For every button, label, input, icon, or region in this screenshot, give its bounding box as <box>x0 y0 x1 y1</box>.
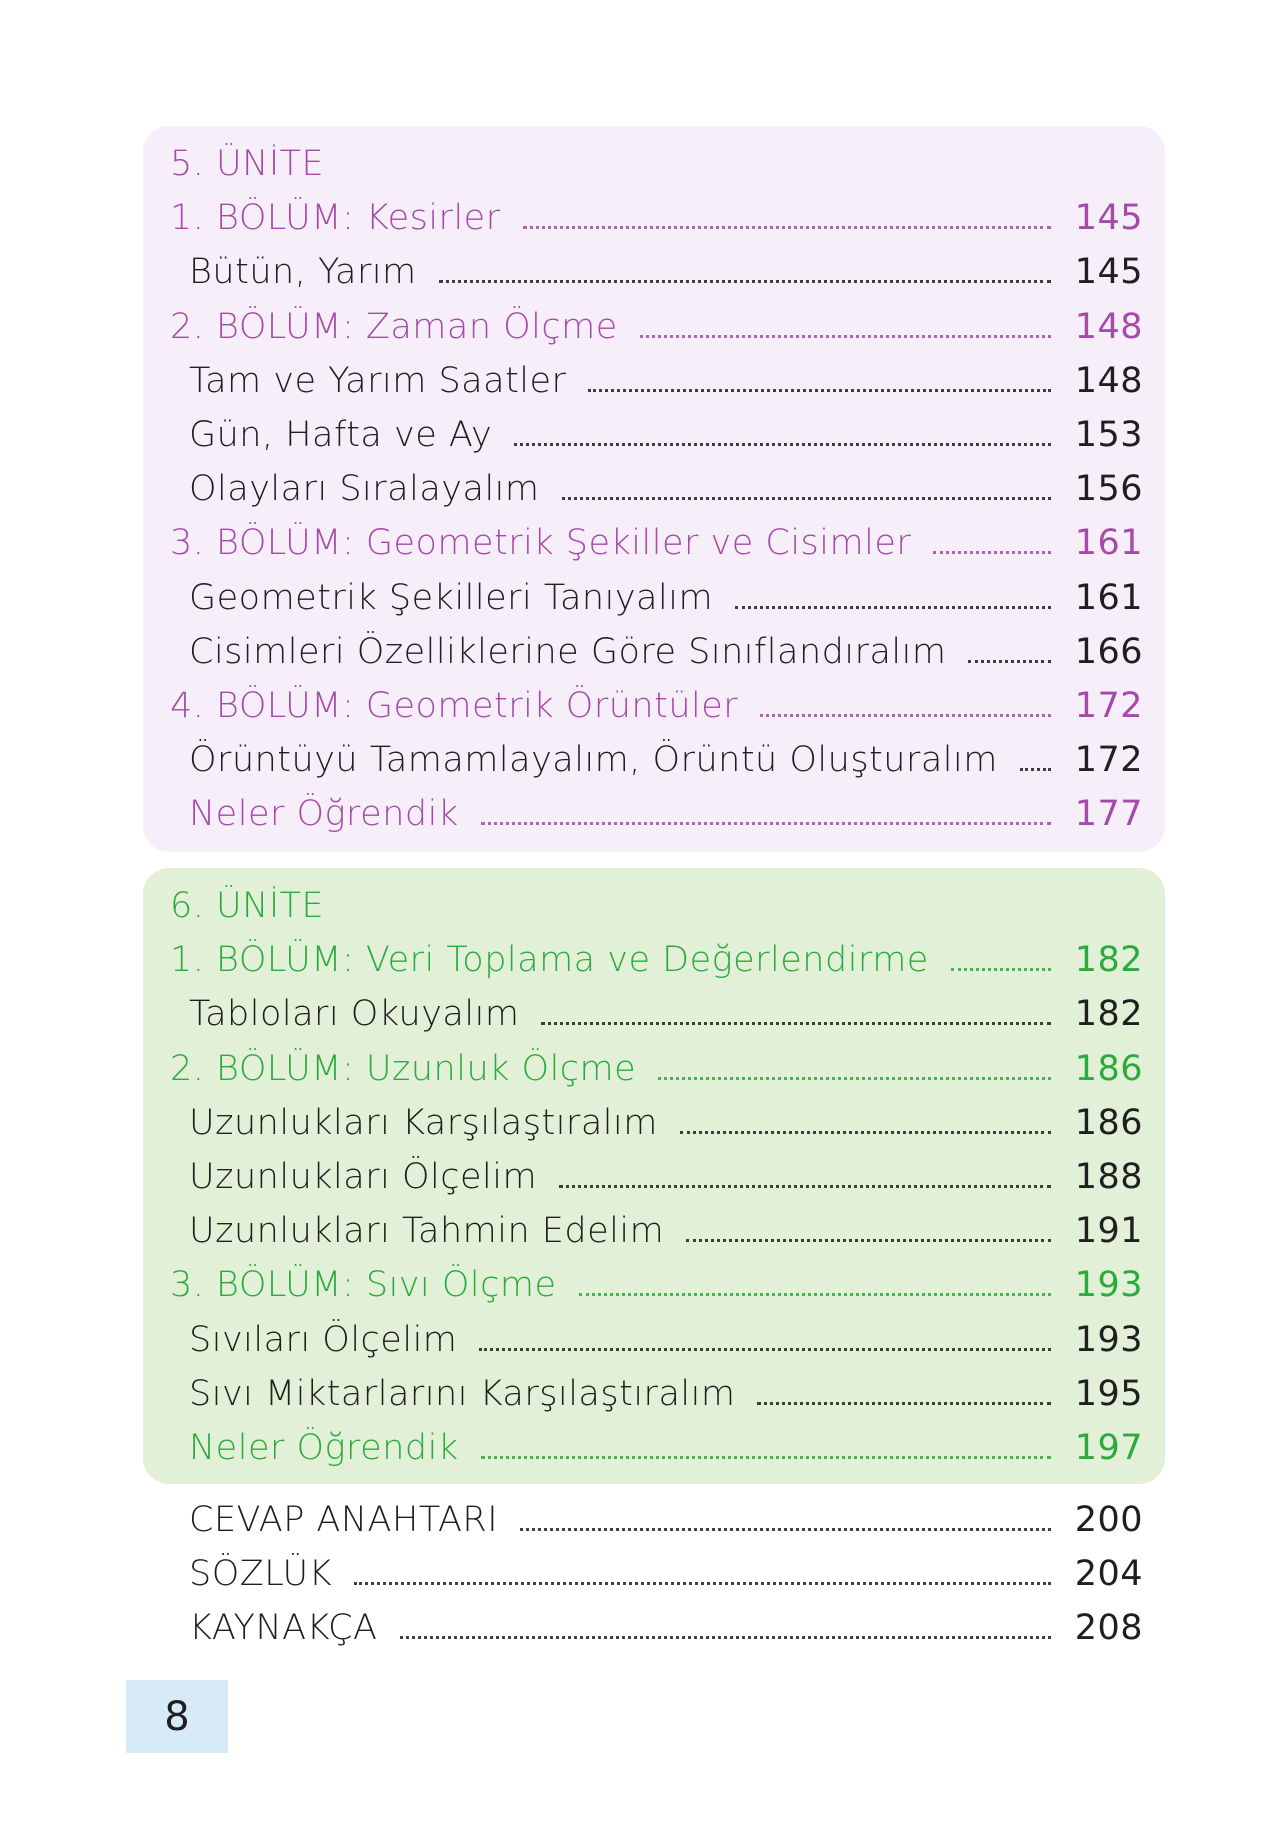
toc-entry-page: 161 <box>1074 577 1143 618</box>
dot-leader <box>559 1185 1051 1188</box>
toc-entry-label: 1. BÖLÜM: Kesirler <box>170 198 501 239</box>
toc-entry-page: 182 <box>1074 994 1143 1035</box>
toc-entry-label: CEVAP ANAHTARI <box>189 1500 499 1540</box>
dot-leader <box>479 1348 1051 1351</box>
toc-entry-page: 197 <box>1074 1428 1143 1468</box>
toc-entry-page: 191 <box>1074 1211 1143 1252</box>
unit-title[interactable] <box>0 874 1280 928</box>
dot-leader <box>680 1131 1051 1134</box>
toc-summary[interactable] <box>0 1416 1280 1470</box>
dot-leader <box>523 226 1051 229</box>
toc-entry-page: 148 <box>1074 360 1143 401</box>
toc-topic[interactable] <box>0 349 1280 403</box>
toc-entry-label: Örüntüyü Tamamlayalım, Örüntü Oluşturalım <box>189 740 998 781</box>
toc-entry-page: 186 <box>1074 1048 1143 1089</box>
toc-entry-page: 182 <box>1074 940 1143 981</box>
toc-section[interactable] <box>0 511 1280 565</box>
toc-section[interactable] <box>0 1037 1280 1091</box>
toc-entry-label: Uzunlukları Tahmin Edelim <box>189 1211 665 1252</box>
toc-entry-label: Bütün, Yarım <box>189 252 417 293</box>
toc-entry-label: 1. BÖLÜM: Veri Toplama ve Değerlendirme <box>170 940 929 981</box>
toc-entry-page: 195 <box>1074 1373 1143 1414</box>
toc-section[interactable] <box>0 186 1280 240</box>
unit-title[interactable] <box>0 132 1280 186</box>
toc-entry-label: 2. BÖLÜM: Uzunluk Ölçme <box>170 1048 637 1089</box>
toc-entry-label: 6. ÜNİTE <box>170 886 325 926</box>
toc-entry-label: KAYNAKÇA <box>189 1608 378 1649</box>
toc-entry-label: 2. BÖLÜM: Zaman Ölçme <box>170 306 618 347</box>
dot-leader <box>579 1293 1051 1296</box>
toc-entry-page: 188 <box>1074 1157 1143 1197</box>
dot-leader <box>640 335 1051 338</box>
toc-section[interactable] <box>0 295 1280 349</box>
toc-topic[interactable] <box>0 982 1280 1036</box>
toc-entry-page: 148 <box>1074 306 1143 347</box>
toc-entry-page: 153 <box>1074 415 1143 455</box>
toc-entry-page: 204 <box>1074 1554 1143 1595</box>
toc-entry-page: 200 <box>1074 1500 1143 1540</box>
toc-entry-page: 193 <box>1074 1319 1143 1360</box>
toc-entry-page: 166 <box>1074 631 1143 672</box>
toc-section[interactable] <box>0 1253 1280 1307</box>
dot-leader <box>658 1077 1051 1080</box>
dot-leader <box>951 968 1051 971</box>
dot-leader <box>686 1239 1051 1242</box>
dot-leader <box>588 389 1051 392</box>
toc-section[interactable] <box>0 928 1280 982</box>
toc-entry-label: Geometrik Şekilleri Tanıyalım <box>189 577 714 618</box>
toc-entry-page: 156 <box>1074 469 1143 510</box>
toc-entry-page: 172 <box>1074 686 1143 726</box>
toc-entry-page: 145 <box>1074 198 1143 239</box>
toc-entry-label: Uzunlukları Ölçelim <box>189 1157 538 1197</box>
toc-topic[interactable] <box>0 1362 1280 1416</box>
toc-entry-page: 186 <box>1074 1102 1143 1143</box>
toc-topic[interactable] <box>0 240 1280 294</box>
toc-entry-label: Sıvıları Ölçelim <box>189 1319 458 1360</box>
dot-leader <box>735 606 1051 609</box>
toc-topic[interactable] <box>0 1199 1280 1253</box>
toc-entry-label: Sıvı Miktarlarını Karşılaştıralım <box>189 1373 736 1414</box>
toc-entry-label: SÖZLÜK <box>189 1554 333 1595</box>
toc-topic[interactable] <box>0 457 1280 511</box>
toc-entry-label: Tam ve Yarım Saatler <box>189 360 567 401</box>
toc-appendix-entry[interactable] <box>0 1542 1280 1596</box>
toc-topic[interactable] <box>0 1308 1280 1362</box>
dot-leader <box>520 1528 1051 1531</box>
dot-leader <box>1020 768 1051 771</box>
dot-leader <box>541 1022 1051 1025</box>
toc-topic[interactable] <box>0 1091 1280 1145</box>
toc-entry-label: 5. ÜNİTE <box>170 144 325 184</box>
toc-entry-page: 177 <box>1074 794 1143 835</box>
dot-leader <box>760 714 1051 717</box>
toc-appendix-entry[interactable] <box>0 1596 1280 1650</box>
toc-entry-label: Tabloları Okuyalım <box>189 994 520 1035</box>
toc-entry-page: 145 <box>1074 252 1143 293</box>
dot-leader <box>757 1402 1051 1405</box>
toc-entry-label: Neler Öğrendik <box>189 1428 459 1468</box>
dot-leader <box>514 443 1051 446</box>
toc-entry-label: 4. BÖLÜM: Geometrik Örüntüler <box>170 686 739 726</box>
toc-entry-label: Neler Öğrendik <box>189 794 459 835</box>
dot-leader <box>439 280 1051 283</box>
toc-entry-label: Uzunlukları Karşılaştıralım <box>189 1102 658 1143</box>
page-number: 8 <box>164 1693 190 1740</box>
toc-entry-page: 208 <box>1074 1608 1143 1649</box>
dot-leader <box>481 1456 1051 1459</box>
toc-topic[interactable] <box>0 1145 1280 1199</box>
dot-leader <box>968 660 1051 663</box>
toc-entry-label: Olayları Sıralayalım <box>189 469 540 510</box>
toc-entry-label: 3. BÖLÜM: Geometrik Şekiller ve Cisimler <box>170 523 912 564</box>
toc-topic[interactable] <box>0 403 1280 457</box>
dot-leader <box>481 822 1051 825</box>
dot-leader <box>933 551 1051 554</box>
toc-topic[interactable] <box>0 728 1280 782</box>
toc-entry-label: Gün, Hafta ve Ay <box>189 415 493 455</box>
toc-entry-page: 193 <box>1074 1265 1143 1306</box>
toc-topic[interactable] <box>0 566 1280 620</box>
toc-entry-page: 161 <box>1074 523 1143 564</box>
toc-entry-page: 172 <box>1074 740 1143 781</box>
dot-leader <box>354 1582 1051 1585</box>
page-number-badge <box>126 1680 228 1753</box>
toc-entry-label: 3. BÖLÜM: Sıvı Ölçme <box>170 1265 557 1306</box>
dot-leader <box>562 497 1052 500</box>
toc-topic[interactable] <box>0 620 1280 674</box>
toc-appendix-entry[interactable] <box>0 1488 1280 1542</box>
toc-summary[interactable] <box>0 782 1280 836</box>
toc-section[interactable] <box>0 674 1280 728</box>
dot-leader <box>400 1636 1052 1639</box>
toc-entry-label: Cisimleri Özelliklerine Göre Sınıflandıralım <box>189 631 947 672</box>
